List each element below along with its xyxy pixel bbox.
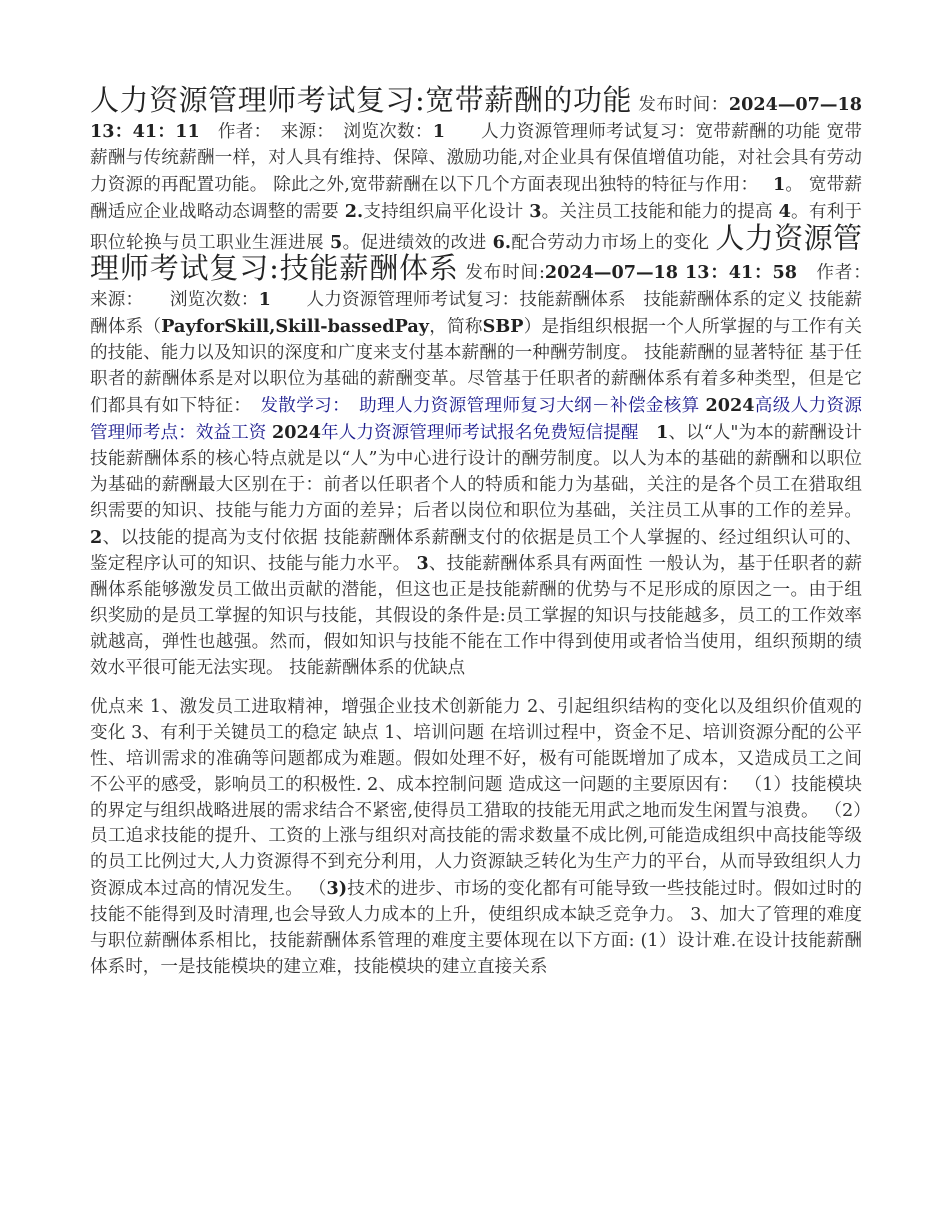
document-page [90,83,863,981]
article1-date: 2024—07—18 13：41：11 [90,94,862,142]
point-5-text: 。促进绩效的改进 [342,232,487,253]
article1-body: 人力资源管理师考试复习：宽带薪酬的功能 宽带薪酬与传统薪酬一样，对人具有维持、保障、激励功能,对企业具有保值增值功能，对社会具有劳动力资源的再配置功能。 除此之外,宽带薪酬在以下几个方面表现出独特的特征与作用： [90,121,862,195]
article2-source: 来源： [90,290,135,311]
article2-intro-e: ，简称 [428,317,483,338]
feature-2-text: 、以技能的提高为支付依据 技能薪酬体系薪酬支付的依据是员工个人掌握的、经过组织认可的、鉴定程序认可的知识、技能与能力水平。 [90,527,862,575]
article2-date-label: 发布时间: [465,263,545,284]
article1-title: 人力资源管理师考试复习:宽带薪酬的功能 [90,83,633,117]
feature-1-num: 1 [656,421,669,443]
paragraph-2 [90,695,862,981]
article2-intro-a: 人力资源管理师考试复习：技能薪酬体系 技能薪酬体系的定义 技能薪酬体系（ [90,290,862,338]
article2-intro-f: SBP [482,316,524,338]
feature-3-num: 3 [416,553,429,575]
related-link-2-num: 2024 [705,394,755,416]
feature-3-text: 、技能薪酬体系具有两面性 一般认为，基于任职者的薪酬体系能够激发员工做出贡献的潜能，但这也正是技能薪酬的优势与不足形成的原因之一。由于组织奖励的是员工掌握的知识与技能，其假设的条件是:员工掌握的知识与技能越多，员工的工作效率就越高，弹性也越强。然而，假如知识与技能不能在工作中得到使用或者恰当使用，组织预期的绩效水平很可能无法实现。 技能薪酬体系的优缺点 [90,554,862,679]
article2-author: 作者： [816,263,863,284]
article2-intro-b: PayforSkill [161,316,270,338]
feature-2-num: 2 [90,526,103,548]
paragraph-2-text-b: 技术的进步、市场的变化都有可能导致一些技能过时。假如过时的技能不能得到及时清理,也会导致人力成本的上升，使组织成本缺乏竞争力。 3、加大了管理的难度 与职位薪酬体系相比，技能薪酬体系管理的难度主要体现在以下方面: (1）设计难.在设计技能薪酬体系时，一是技能模块的建立难，技能模块的建立直接关系 [90,879,862,977]
related-link-label[interactable]: 发散学习： [260,395,342,416]
article2-date: 2024—07—18 13：41：58 [544,262,798,284]
related-link-3-text: 年人力资源管理师考试报名免费短信提醒 [321,422,639,443]
point-4-text: 。有利于职位轮换与员工职业生涯进展 [90,201,862,253]
point-3-text: 。关注员工技能和能力的提高 [541,201,773,222]
article1-author: 作者： [217,121,263,142]
point-2-num: 2. [344,200,364,222]
article2-intro-c: , [269,316,276,338]
article2-intro-g: ）是指组织根据一个人所掌握的与工作有关的技能、能力以及知识的深度和广度来支付基本薪酬的一种酬劳制度。 技能薪酬的显著特征 基于任职者的薪酬体系是对以职位为基础的薪酬变革。尽管基于任职者的薪酬体系有着多种类型，但是它们都具有如下特征： [90,317,862,416]
paragraph-2-text-a: 优点来 1、激发员工进取精神，增强企业技术创新能力 2、引起组织结构的变化以及组织价值观的变化 3、有利于关键员工的稳定 缺点 1、培训问题 在培训过程中，资金不足、培训资源分配的公平性、培训需求的准确等问题都成为难题。假如处理不好，极有可能既增加了成本，又造成员工之间不公平的感受，影响员工的积极性. 2、成本控制问题 造成这一问题的主要原因有： （1）技能模块的界定与组织战略进展的需求结合不紧密,使得员工猎取的技能无用武之地而发生闲置与浪费。 （2）员工追求技能的提升、工资的上涨与组织对高技能的需求数量不成比例,可能造成组织中高技能等级的员工比例过大,人力资源得不到充分利用，人力资源缺乏转化为生产力的平台，从而导致组织人力资源成本过高的情况发生。 （ [90,696,862,900]
point-6-text: 配合劳动力市场上的变化 [510,232,710,253]
related-link-3-num: 2024 [272,421,321,443]
paragraph-2-num: 3) [326,878,348,900]
article1-views: 1 [432,120,445,142]
point-2-text: 支持组织扁平化设计 [363,201,524,222]
article2-intro-d: Skill-bassedPay [275,316,429,338]
feature-1-text: 、以“人"为本的薪酬设计 技能薪酬体系的核心特点就是以“人”为中心进行设计的酬劳制度。以人为本的基础的薪酬和以职位为基础的薪酬最大区别在于：前者以任职者个人的特质和能力为基础，关注的是各个员工在猎取组织需要的知识、技能与能力方面的差异；后者以岗位和职位为基础，关注员工从事的工作的差异。 [90,422,862,521]
point-6-num: 6. [492,231,511,253]
point-3-num: 3 [529,200,542,222]
article1-date-label: 发布时间： [638,95,729,115]
article2-title: 人力资源管理师考试复习:技能薪酬体系 [90,220,862,286]
related-link-2-text: 高级人力资源管理师考点：效益工资 [90,395,862,443]
article1-views-label: 浏览次数： [343,121,433,142]
paragraph-1 [90,83,863,682]
point-5-num: 5 [329,231,343,253]
related-link-3[interactable] [272,423,639,443]
point-1-text: 。 宽带薪酬适应企业战略动态调整的需要 [90,174,863,222]
article2-views: 1 [258,289,271,311]
point-4-num: 4 [778,200,791,222]
article2-views-label: 浏览次数： [169,290,259,311]
article1-source: 来源： [280,121,326,142]
point-1-num: 1 [773,173,786,195]
related-link-1[interactable]: 助理人力资源管理师复习大纲－补偿金核算 [359,395,700,416]
